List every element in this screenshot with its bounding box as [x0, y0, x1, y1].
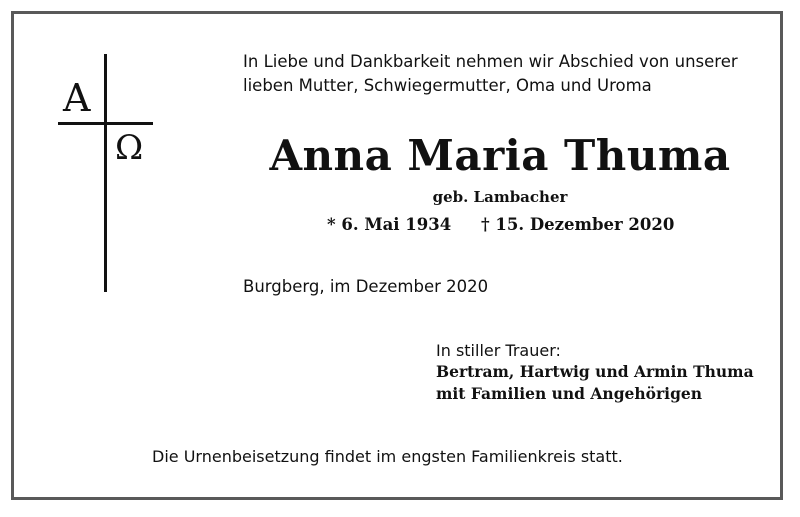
- deceased-name: Anna Maria Thuma: [269, 131, 731, 180]
- death-date: † 15. Dezember 2020: [481, 215, 675, 234]
- alpha-symbol: A: [63, 76, 91, 120]
- birth-name: geb. Lambacher: [432, 188, 568, 206]
- intro-line-2: lieben Mutter, Schwiegermutter, Oma und Uroma: [243, 76, 652, 95]
- burial-notice: Die Urnenbeisetzung findet im engsten Familienkreis statt.: [152, 447, 623, 466]
- place-and-date: Burgberg, im Dezember 2020: [243, 277, 489, 296]
- mourners-label: In stiller Trauer:: [436, 341, 561, 360]
- mourners-names: Bertram, Hartwig und Armin Thuma: [436, 362, 754, 381]
- cross-vertical-bar: [104, 54, 107, 292]
- mourners-families: mit Familien und Angehörigen: [436, 384, 703, 403]
- cross-horizontal-bar: [58, 122, 153, 125]
- omega-symbol: Ω: [115, 128, 144, 168]
- birth-date: * 6. Mai 1934: [327, 215, 452, 234]
- intro-line-1: In Liebe und Dankbarkeit nehmen wir Abschied von unserer: [243, 52, 738, 71]
- intro-text: [243, 50, 738, 98]
